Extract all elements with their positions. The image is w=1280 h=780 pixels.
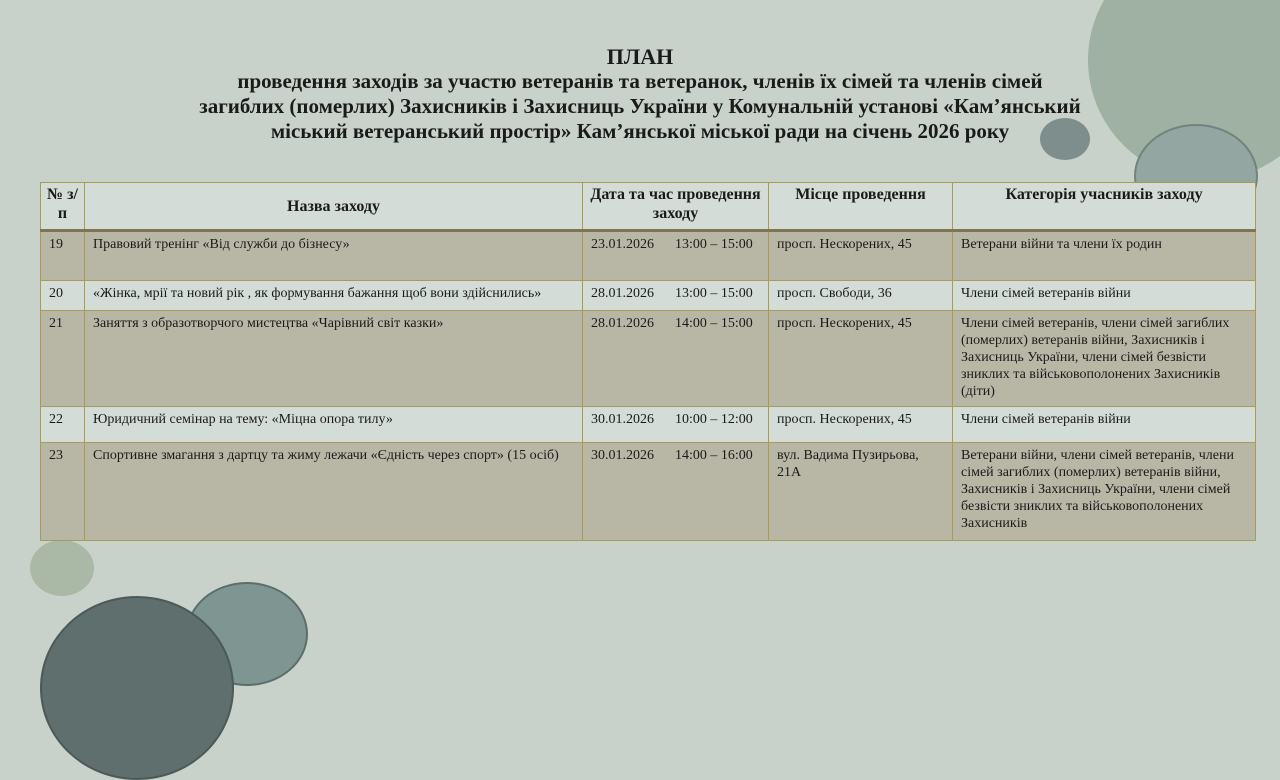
- row-datetime: [583, 281, 769, 311]
- table-row: [41, 407, 1256, 443]
- header-datetime: Дата та час проведення заходу: [583, 183, 769, 231]
- row-datetime: [583, 311, 769, 407]
- row-name: Спортивне змагання з дартцу та жиму лежачи «Єдність через спорт» (15 осіб): [85, 443, 583, 541]
- row-num: 19: [41, 231, 85, 281]
- row-time: 13:00 – 15:00: [675, 237, 753, 252]
- row-num: 21: [41, 311, 85, 407]
- row-category: Ветерани війни та члени їх родин: [953, 231, 1256, 281]
- row-num: 20: [41, 281, 85, 311]
- row-date: 30.01.2026: [591, 448, 654, 463]
- header-num: № з/п: [41, 183, 85, 231]
- table-header-row: [41, 183, 1256, 231]
- row-date: 23.01.2026: [591, 237, 654, 252]
- title-line-1: проведення заходів за участю ветеранів та ветеранок, членів їх сімей та членів сімей: [237, 69, 1043, 93]
- row-time: 13:00 – 15:00: [675, 286, 753, 301]
- header-category: Категорія учасників заходу: [953, 183, 1256, 231]
- row-datetime: [583, 443, 769, 541]
- events-table: [40, 182, 1256, 541]
- table-row: [41, 311, 1256, 407]
- decor-circle-bottom-left: [40, 596, 234, 780]
- table-row: [41, 443, 1256, 541]
- row-place: вул. Вадима Пузирьова, 21А: [769, 443, 953, 541]
- title-line-2: загиблих (померлих) Захисників і Захисниць України у Комунальній установі «Кам’янський: [199, 94, 1081, 118]
- row-category: Члени сімей ветеранів війни: [953, 281, 1256, 311]
- row-datetime: [583, 231, 769, 281]
- row-place: просп. Нескорених, 45: [769, 311, 953, 407]
- row-name: Юридичний семінар на тему: «Міцна опора тилу»: [85, 407, 583, 443]
- row-time: 10:00 – 12:00: [675, 412, 753, 427]
- title-plan: ПЛАН: [606, 44, 674, 69]
- row-datetime: [583, 407, 769, 443]
- row-time: 14:00 – 15:00: [675, 316, 753, 331]
- header-name: Назва заходу: [85, 183, 583, 231]
- row-name: Правовий тренінг «Від служби до бізнесу»: [85, 231, 583, 281]
- row-date: 30.01.2026: [591, 412, 654, 427]
- table-row: [41, 281, 1256, 311]
- row-num: 23: [41, 443, 85, 541]
- header-place: Місце проведення: [769, 183, 953, 231]
- decor-circle-small-left: [30, 540, 94, 596]
- row-name: Заняття з образотворчого мистецтва «Чарівний світ казки»: [85, 311, 583, 407]
- row-category: Ветерани війни, члени сімей ветеранів, члени сімей загиблих (померлих) ветеранів війни, Захисників і Захисниць України, члени сімей безвісти зниклих та військовополонених Захисників: [953, 443, 1256, 541]
- row-num: 22: [41, 407, 85, 443]
- row-category: Члени сімей ветеранів війни: [953, 407, 1256, 443]
- row-time: 14:00 – 16:00: [675, 448, 753, 463]
- row-place: просп. Нескорених, 45: [769, 407, 953, 443]
- row-category: Члени сімей ветеранів, члени сімей загиблих (померлих) ветеранів війни, Захисників і Захисниць України, члени сімей безвісти зниклих та військовополонених Захисників (діти): [953, 311, 1256, 407]
- title-line-3: міський ветеранський простір» Кам’янської міської ради на січень 2026 року: [270, 119, 1010, 143]
- row-date: 28.01.2026: [591, 316, 654, 331]
- row-date: 28.01.2026: [591, 286, 654, 301]
- document-title: [40, 44, 1240, 144]
- table-row: [41, 231, 1256, 281]
- row-name: «Жінка, мрії та новий рік , як формування бажання щоб вони здійснились»: [85, 281, 583, 311]
- row-place: просп. Свободи, 36: [769, 281, 953, 311]
- row-place: просп. Нескорених, 45: [769, 231, 953, 281]
